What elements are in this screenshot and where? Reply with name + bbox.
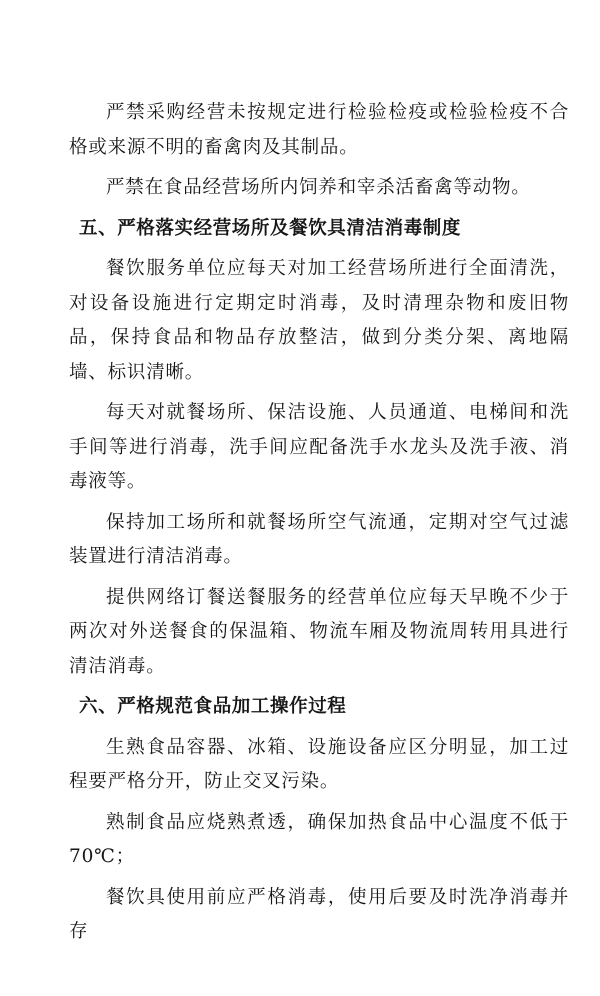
document-page [69,96,569,956]
paragraph-tableware-disinfection: 餐饮具使用前应严格消毒，使用后要及时洗净消毒并存 [69,886,569,942]
paragraph-livestock-procurement: 严禁采购经营未按规定进行检验检疫或检验检疫不合格或来源不明的畜禽肉及其制品。 [69,102,569,158]
paragraph-raw-cooked-separation: 生熟食品容器、冰箱、设施设备应区分明显，加工过程要严格分开，防止交叉污染。 [69,736,569,792]
paragraph-disinfect-dining-areas: 每天对就餐场所、保洁设施、人员通道、电梯间和洗手间等进行消毒，洗手间应配备洗手水龙头及洗手液、消毒液等。 [69,402,569,492]
section-heading-cleaning-disinfection: 五、严格落实经营场所及餐饮具清洁消毒制度 [79,217,462,239]
paragraph-air-ventilation: 保持加工场所和就餐场所空气流通，定期对空气过滤装置进行清洁消毒。 [69,511,569,567]
paragraph-daily-cleaning: 餐饮服务单位应每天对加工经营场所进行全面清洗，对设备设施进行定期定时消毒，及时清理杂物和废旧物品，保持食品和物品存放整洁，做到分类分架、离地隔墙、标识清晰。 [69,258,569,383]
paragraph-live-animal-ban: 严禁在食品经营场所内饲养和宰杀活畜禽等动物。 [106,177,531,198]
paragraph-cooking-temperature: 熟制食品应烧熟煮透，确保加热食品中心温度不低于70℃； [69,811,569,867]
paragraph-delivery-disinfection: 提供网络订餐送餐服务的经营单位应每天早晚不少于两次对外送餐食的保温箱、物流车厢及物流周转用具进行清洁消毒。 [69,586,569,677]
section-heading-food-processing: 六、严格规范食品加工操作过程 [79,696,347,717]
